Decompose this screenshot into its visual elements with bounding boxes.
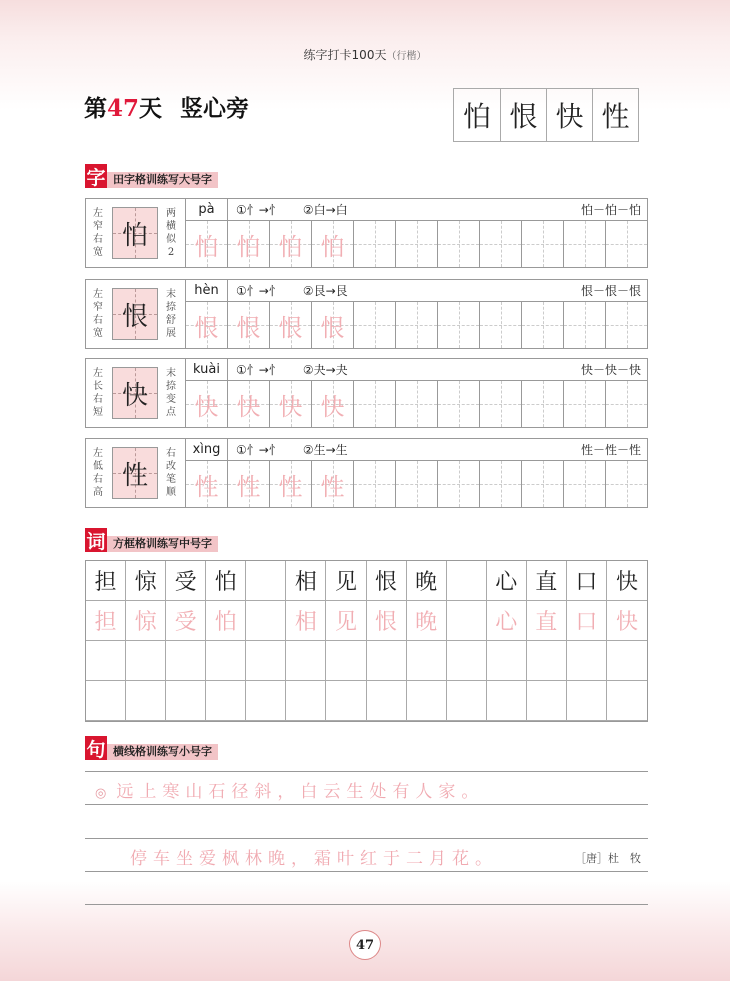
model-word-cell: 惊 <box>126 561 166 601</box>
section-label: 方框格训练写中号字 <box>107 536 218 552</box>
blank-word-cell[interactable] <box>487 681 527 721</box>
trace-char: 快 <box>320 392 345 421</box>
practice-cell[interactable] <box>479 381 521 427</box>
book-subtitle: （行楷） <box>386 51 427 62</box>
blank-word-cell[interactable] <box>86 681 126 721</box>
step-2: ②艮→艮 <box>302 284 348 298</box>
trace-word-cell[interactable]: 快 <box>607 601 647 641</box>
trace-word-cell[interactable]: 直 <box>527 601 567 641</box>
blank-word-cell[interactable] <box>527 641 567 681</box>
demo-char: 恨 <box>500 89 546 141</box>
writing-line <box>85 871 648 872</box>
title-prefix: 第 <box>84 95 107 122</box>
model-word-cell: 心 <box>487 561 527 601</box>
blank-word-cell[interactable] <box>407 681 447 721</box>
char-model-panel <box>86 359 186 427</box>
section-label: 横线格训练写小号字 <box>107 744 218 760</box>
practice-cell[interactable] <box>269 221 311 267</box>
pinyin: hèn <box>186 280 228 301</box>
step-1: ①忄→忄 <box>236 443 281 457</box>
demo-char: 怕 <box>462 100 491 133</box>
practice-cell[interactable] <box>186 221 227 267</box>
blank-word-cell[interactable] <box>407 641 447 681</box>
demo-char: 性 <box>592 89 638 141</box>
practice-cell[interactable] <box>437 461 479 507</box>
trace-char: 怕 <box>320 232 345 261</box>
right-note: 末捺变点 <box>166 368 176 418</box>
char-model-panel <box>86 280 186 348</box>
practice-cell[interactable] <box>353 221 395 267</box>
model-char-box <box>112 367 158 419</box>
stroke-strip <box>186 359 647 381</box>
book-title: 练字打卡100天 <box>303 48 387 62</box>
pinyin: pà <box>186 199 228 220</box>
practice-cell[interactable] <box>605 461 647 507</box>
blank-word-cell[interactable] <box>487 641 527 681</box>
step-1: ①忄→忄 <box>236 284 281 298</box>
title-suffix: 天 <box>139 95 163 122</box>
blank-word-cell[interactable] <box>166 641 206 681</box>
practice-cell[interactable] <box>395 302 437 348</box>
right-note: 末捺舒展 <box>166 289 176 339</box>
practice-cell[interactable] <box>437 381 479 427</box>
blank-word-cell[interactable] <box>246 641 286 681</box>
blank-word-cell[interactable] <box>166 681 206 721</box>
practice-cell[interactable] <box>395 461 437 507</box>
model-word-cell: 晚 <box>407 561 447 601</box>
trace-char: 恨 <box>194 313 219 342</box>
practice-cell[interactable] <box>437 302 479 348</box>
practice-cell[interactable] <box>563 221 605 267</box>
model-word-cell: 口 <box>567 561 607 601</box>
trace-char: 性 <box>236 472 261 501</box>
char-model-panel <box>86 439 186 507</box>
poem-line-2: 停车坐爱枫林晚，霜叶红于二月花。 <box>130 849 498 869</box>
bullet-icon: ◎ <box>95 786 107 801</box>
practice-cell[interactable] <box>563 302 605 348</box>
page-number: 47 <box>349 930 381 960</box>
pinyin: kuài <box>186 359 228 380</box>
practice-cell[interactable] <box>269 461 311 507</box>
model-word-cell: 相 <box>286 561 326 601</box>
char-practice-row <box>85 438 648 508</box>
writing-line <box>85 838 648 839</box>
trace-word-cell[interactable]: 见 <box>326 601 366 641</box>
right-note: 两横似2 <box>166 208 176 258</box>
blank-word-cell[interactable] <box>367 681 407 721</box>
char-sequence: 恨－恨－恨 <box>580 284 641 298</box>
model-char: 快 <box>121 380 148 411</box>
practice-cell[interactable] <box>186 461 227 507</box>
left-note: 左窄右宽 <box>93 289 103 339</box>
char-practice-row <box>85 358 648 428</box>
practice-cell[interactable] <box>311 381 353 427</box>
practice-cell[interactable] <box>479 221 521 267</box>
poem-text: 远上寒山石径斜，白云生处有人家。 <box>116 782 485 802</box>
model-word-cell: 受 <box>166 561 206 601</box>
right-note: 右改笔顺 <box>166 448 176 498</box>
practice-cell[interactable] <box>353 381 395 427</box>
blank-word-cell[interactable] <box>286 681 326 721</box>
char-sequence: 快－快－快 <box>580 363 641 377</box>
stroke-strip <box>186 199 647 221</box>
practice-cell[interactable] <box>227 221 269 267</box>
model-word-cell <box>447 561 487 601</box>
writing-line <box>85 804 648 805</box>
practice-cell[interactable] <box>395 381 437 427</box>
practice-cell[interactable] <box>521 381 563 427</box>
blank-word-cell[interactable] <box>447 641 487 681</box>
model-word-cell: 恨 <box>367 561 407 601</box>
practice-cell[interactable] <box>605 302 647 348</box>
blank-word-cell[interactable] <box>86 641 126 681</box>
practice-cell[interactable] <box>269 302 311 348</box>
writing-line <box>85 904 648 905</box>
model-word-cell: 怕 <box>206 561 246 601</box>
stroke-strip <box>186 439 647 461</box>
trace-word-cell[interactable]: 怕 <box>206 601 246 641</box>
practice-cell[interactable] <box>437 221 479 267</box>
section-header-3 <box>85 736 218 760</box>
model-word-cell: 担 <box>86 561 126 601</box>
trace-char: 性 <box>320 472 345 501</box>
practice-cell[interactable] <box>605 221 647 267</box>
section-header-1 <box>85 164 218 188</box>
blank-word-cell[interactable] <box>567 681 607 721</box>
char-practice-row <box>85 279 648 349</box>
practice-cell[interactable] <box>311 461 353 507</box>
char-model-panel <box>86 199 186 267</box>
practice-cell[interactable] <box>227 302 269 348</box>
demo-characters <box>453 88 639 142</box>
blank-word-cell[interactable] <box>246 681 286 721</box>
practice-cell[interactable] <box>227 461 269 507</box>
trace-word-cell[interactable]: 惊 <box>126 601 166 641</box>
trace-char: 怕 <box>236 232 261 261</box>
practice-cell[interactable] <box>395 221 437 267</box>
trace-word-cell[interactable]: 口 <box>567 601 607 641</box>
section-icon: 句 <box>85 736 107 760</box>
stroke-steps <box>228 441 581 458</box>
trace-char: 恨 <box>320 313 345 342</box>
blank-word-cell[interactable] <box>607 681 647 721</box>
stroke-steps <box>228 201 581 218</box>
practice-cell[interactable] <box>521 221 563 267</box>
blank-word-cell[interactable] <box>367 641 407 681</box>
trace-word-cell[interactable] <box>447 601 487 641</box>
trace-word-cell[interactable]: 心 <box>487 601 527 641</box>
stroke-strip <box>186 280 647 302</box>
poem-author: ［唐］杜 牧 <box>575 852 641 865</box>
blank-word-cell[interactable] <box>126 641 166 681</box>
trace-char: 恨 <box>236 313 261 342</box>
blank-word-cell[interactable] <box>607 641 647 681</box>
practice-cell[interactable] <box>605 381 647 427</box>
day-number: 47 <box>107 95 140 122</box>
step-2: ②夬→夬 <box>302 363 348 377</box>
char-sequence: 怕－怕－怕 <box>580 203 641 217</box>
model-word-cell: 快 <box>607 561 647 601</box>
trace-word-cell[interactable]: 相 <box>286 601 326 641</box>
practice-cell[interactable] <box>311 221 353 267</box>
char-sequence: 性－性－性 <box>580 443 641 457</box>
blank-word-cell[interactable] <box>326 641 366 681</box>
practice-cell[interactable] <box>521 302 563 348</box>
model-char-box <box>112 447 158 499</box>
left-note: 左低右高 <box>93 448 103 498</box>
blank-word-cell[interactable] <box>447 681 487 721</box>
section-icon: 词 <box>85 528 107 552</box>
practice-cell[interactable] <box>353 461 395 507</box>
practice-cell[interactable] <box>521 461 563 507</box>
running-header <box>0 46 730 63</box>
section-label: 田字格训练写大号字 <box>107 172 218 188</box>
blank-word-cell[interactable] <box>527 681 567 721</box>
trace-char: 性 <box>194 472 219 501</box>
trace-char: 快 <box>194 392 219 421</box>
trace-char: 恨 <box>278 313 303 342</box>
trace-word-cell[interactable]: 恨 <box>367 601 407 641</box>
word-practice-grid <box>85 560 648 722</box>
model-word-cell: 直 <box>527 561 567 601</box>
step-1: ①忄→忄 <box>236 363 281 377</box>
model-char-box <box>112 207 158 259</box>
model-char: 恨 <box>121 301 148 332</box>
page-title <box>84 90 249 123</box>
blank-word-cell[interactable] <box>126 681 166 721</box>
char-practice-row <box>85 198 648 268</box>
practice-cell[interactable] <box>269 381 311 427</box>
model-word-cell: 见 <box>326 561 366 601</box>
practice-cell[interactable] <box>479 461 521 507</box>
blank-word-cell[interactable] <box>326 681 366 721</box>
model-char: 性 <box>121 460 148 491</box>
section-header-2 <box>85 528 218 552</box>
step-1: ①忄→忄 <box>236 203 281 217</box>
practice-cell[interactable] <box>353 302 395 348</box>
demo-char: 快 <box>546 89 592 141</box>
trace-char: 快 <box>236 392 261 421</box>
practice-cell[interactable] <box>563 381 605 427</box>
stroke-steps <box>228 361 581 378</box>
trace-char: 快 <box>278 392 303 421</box>
blank-word-cell[interactable] <box>286 641 326 681</box>
trace-word-cell[interactable]: 晚 <box>407 601 447 641</box>
writing-line <box>85 771 648 772</box>
trace-char: 怕 <box>194 232 219 261</box>
practice-cell[interactable] <box>563 461 605 507</box>
model-word-cell <box>246 561 286 601</box>
blank-word-cell[interactable] <box>567 641 607 681</box>
practice-cell[interactable] <box>227 381 269 427</box>
trace-word-cell[interactable] <box>246 601 286 641</box>
trace-word-cell[interactable]: 担 <box>86 601 126 641</box>
step-2: ②生→生 <box>302 443 348 457</box>
practice-cell[interactable] <box>186 302 227 348</box>
section-icon: 字 <box>85 164 107 188</box>
pinyin: xìng <box>186 439 228 460</box>
trace-word-cell[interactable]: 受 <box>166 601 206 641</box>
trace-char: 怕 <box>278 232 303 261</box>
stroke-steps <box>228 282 581 299</box>
poem-line-1 <box>95 777 484 802</box>
practice-cell[interactable] <box>479 302 521 348</box>
blank-word-cell[interactable] <box>206 681 246 721</box>
trace-char: 性 <box>278 472 303 501</box>
radical-name: 竖心旁 <box>180 95 250 122</box>
model-char: 怕 <box>121 220 148 251</box>
left-note: 左窄右宽 <box>93 208 103 258</box>
practice-cell[interactable] <box>311 302 353 348</box>
model-char-box <box>112 288 158 340</box>
practice-cell[interactable] <box>186 381 227 427</box>
left-note: 左长右短 <box>93 368 103 418</box>
blank-word-cell[interactable] <box>206 641 246 681</box>
step-2: ②白→白 <box>302 203 348 217</box>
